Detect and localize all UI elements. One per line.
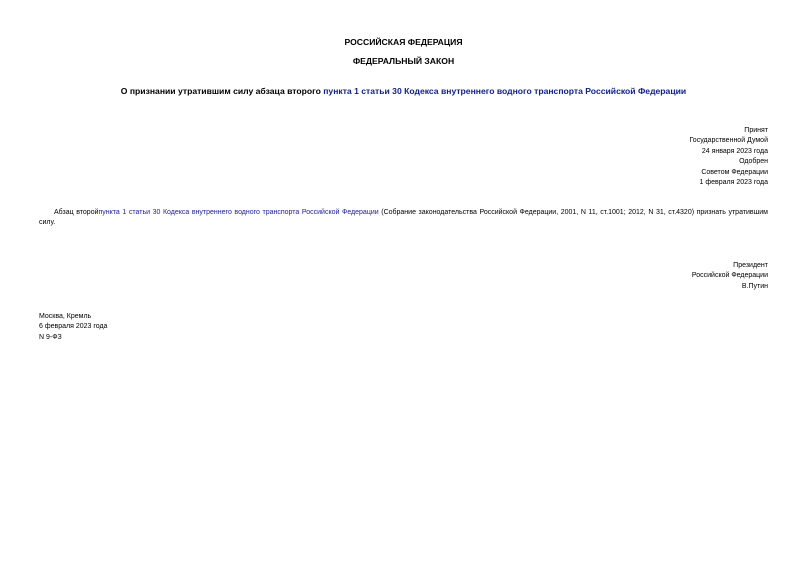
adoption-block (468, 126, 768, 188)
law-title-link[interactable]: пункта 1 статьи 30 Кодекса внутреннего водного транспорта Российской Федерации (323, 86, 687, 96)
law-type-heading: ФЕДЕРАЛЬНЫЙ ЗАКОН (352, 56, 455, 66)
signing-place: Москва, Кремль (39, 313, 92, 320)
signature-name: В.Путин (741, 282, 768, 290)
body-prefix: Абзац второй (54, 209, 99, 216)
adopted-date: 24 января 2023 года (701, 147, 768, 155)
place-date-block (39, 312, 107, 343)
body-suffix: (Собрание законодательства Российской Федерации, 2001, N 11, ст.1001; 2012, N 31, ст.4320) признать утратившим силу. (39, 209, 768, 227)
signature-block (468, 261, 768, 292)
country-heading: РОССИЙСКАЯ ФЕДЕРАЦИЯ (344, 37, 463, 47)
signing-date: 6 февраля 2023 года (39, 323, 108, 331)
law-title-prefix: О признании утратившим силу абзаца второго (120, 86, 324, 96)
approved-label: Одобрен (739, 158, 768, 166)
adopted-by: Государственной Думой (689, 137, 768, 145)
law-body-paragraph (39, 208, 768, 229)
signature-title: Президент (733, 262, 768, 269)
adopted-label: Принят (744, 127, 768, 134)
law-title (0, 86, 807, 97)
approved-by: Советом Федерации (701, 168, 768, 176)
signature-country: Российской Федерации (691, 272, 768, 280)
law-number: N 9-ФЗ (39, 333, 62, 341)
body-code-link[interactable]: пункта 1 статьи 30 Кодекса внутреннего водного транспорта Российской Федерации (98, 209, 379, 216)
approved-date: 1 февраля 2023 года (699, 179, 768, 187)
